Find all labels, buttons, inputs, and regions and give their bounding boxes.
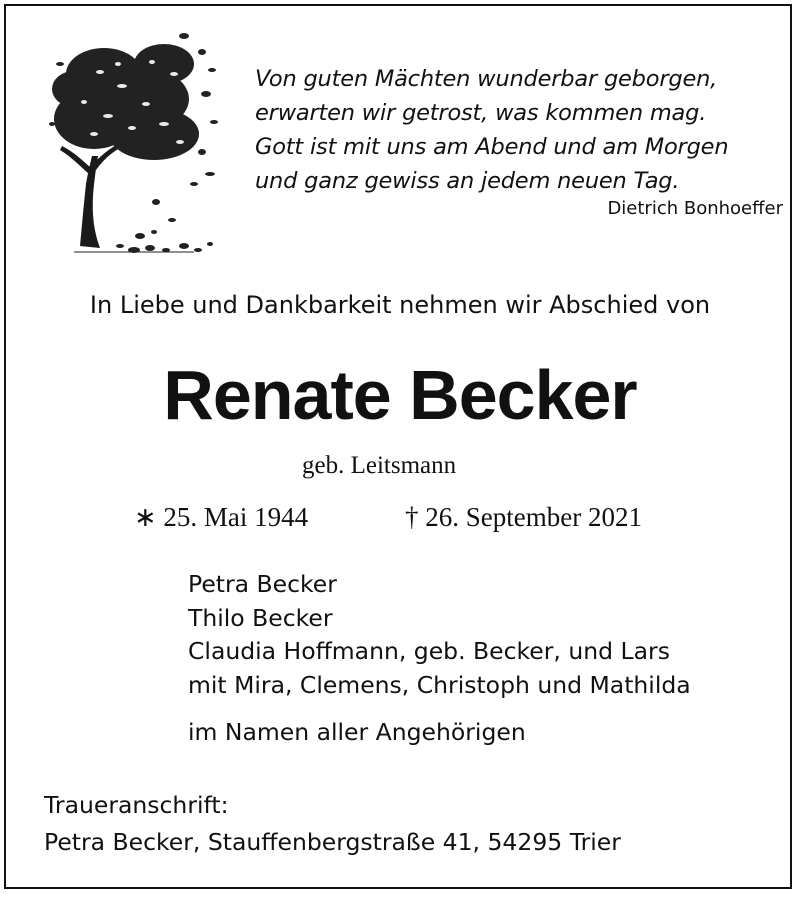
death-date: † 26. September 2021 xyxy=(405,502,642,532)
mourner-name: Thilo Becker xyxy=(188,603,333,632)
quote-author: Dietrich Bonhoeffer xyxy=(607,198,783,219)
bonhoeffer-quote xyxy=(255,62,728,198)
quote-line: und ganz gewiss an jedem neuen Tag. xyxy=(255,168,680,194)
deceased-name: Renate Becker xyxy=(163,356,637,434)
address-text: Petra Becker, Stauffenbergstraße 41, 54295 Trier xyxy=(44,828,621,856)
maiden-name: geb. Leitsmann xyxy=(302,452,457,479)
quote-line: Gott ist mit uns am Abend und am Morgen xyxy=(255,134,729,160)
quote-line: Von guten Mächten wunderbar geborgen, xyxy=(255,66,718,92)
birth-date: ∗ 25. Mai 1944 xyxy=(134,502,309,532)
intro-text: In Liebe und Dankbarkeit nehmen wir Abschied von xyxy=(89,291,711,319)
on-behalf-text: im Namen aller Angehörigen xyxy=(188,718,526,746)
mourner-name: mit Mira, Clemens, Christoph und Mathilda xyxy=(188,670,691,699)
quote-line: erwarten wir getrost, was kommen mag. xyxy=(255,100,707,126)
mourner-name: Petra Becker xyxy=(188,570,337,598)
address-label: Traueranschrift: xyxy=(44,791,229,819)
mourner-name: Claudia Hoffmann, geb. Becker, und Lars xyxy=(188,637,670,665)
mourners-list xyxy=(188,568,691,702)
tree-icon xyxy=(34,24,224,264)
